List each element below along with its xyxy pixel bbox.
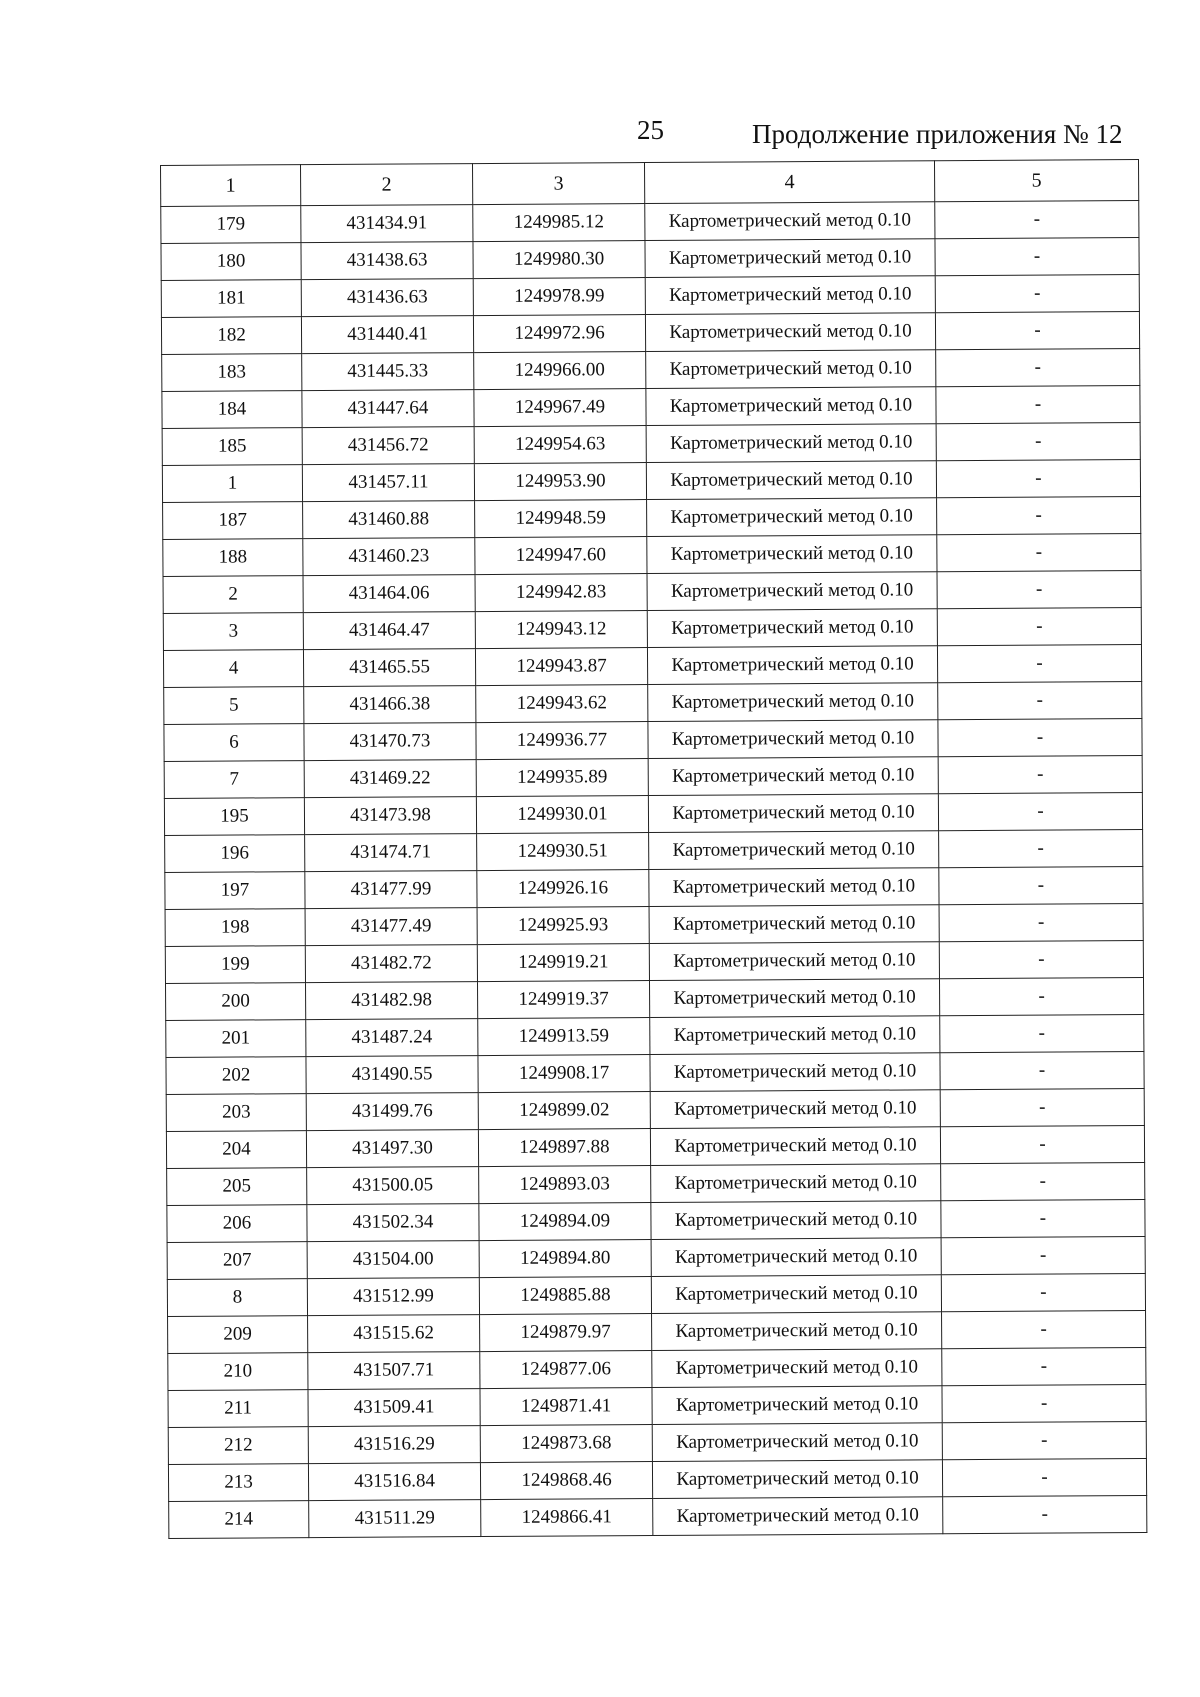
x-coordinate-cell: 431515.62 <box>308 1315 480 1353</box>
x-coordinate-cell: 431474.71 <box>305 834 477 872</box>
note-cell: - <box>939 830 1143 868</box>
y-coordinate-cell: 1249978.99 <box>473 278 645 316</box>
page-number: 25 <box>637 115 664 145</box>
method-cell: Картометрический метод 0.10 <box>647 572 937 611</box>
method-cell: Картометрический метод 0.10 <box>645 276 935 315</box>
y-coordinate-cell: 1249948.59 <box>475 500 647 538</box>
y-coordinate-cell: 1249925.93 <box>477 907 649 945</box>
method-cell: Картометрический метод 0.10 <box>651 1164 941 1203</box>
x-coordinate-cell: 431464.06 <box>303 575 475 613</box>
x-coordinate-cell: 431507.71 <box>308 1352 480 1390</box>
note-cell: - <box>939 978 1143 1016</box>
note-cell: - <box>942 1348 1146 1386</box>
y-coordinate-cell: 1249943.87 <box>475 648 647 686</box>
method-cell: Картометрический метод 0.10 <box>653 1497 943 1536</box>
point-number-cell: 188 <box>163 539 303 577</box>
point-number-cell: 207 <box>167 1242 307 1280</box>
point-number-cell: 201 <box>166 1020 306 1058</box>
y-coordinate-cell: 1249967.49 <box>474 389 646 427</box>
x-coordinate-cell: 431470.73 <box>304 723 476 761</box>
x-coordinate-cell: 431465.55 <box>303 649 475 687</box>
column-header: 1 <box>161 165 301 207</box>
method-cell: Картометрический метод 0.10 <box>645 202 935 241</box>
point-number-cell: 8 <box>167 1279 307 1317</box>
column-header: 2 <box>301 164 473 206</box>
y-coordinate-cell: 1249943.12 <box>475 611 647 649</box>
method-cell: Картометрический метод 0.10 <box>651 1201 941 1240</box>
y-coordinate-cell: 1249899.02 <box>478 1092 650 1130</box>
x-coordinate-cell: 431504.00 <box>307 1241 479 1279</box>
method-cell: Картометрический метод 0.10 <box>650 1053 940 1092</box>
table-row <box>166 1089 1144 1132</box>
x-coordinate-cell: 431509.41 <box>308 1389 480 1427</box>
method-cell: Картометрический метод 0.10 <box>652 1460 942 1499</box>
method-cell: Картометрический метод 0.10 <box>652 1423 942 1462</box>
x-coordinate-cell: 431512.99 <box>307 1278 479 1316</box>
y-coordinate-cell: 1249943.62 <box>476 685 648 723</box>
method-cell: Картометрический метод 0.10 <box>652 1312 942 1351</box>
point-number-cell: 187 <box>163 502 303 540</box>
point-number-cell: 211 <box>168 1390 308 1428</box>
method-cell: Картометрический метод 0.10 <box>649 831 939 870</box>
point-number-cell: 205 <box>167 1168 307 1206</box>
method-cell: Картометрический метод 0.10 <box>652 1386 942 1425</box>
x-coordinate-cell: 431497.30 <box>306 1130 478 1168</box>
x-coordinate-cell: 431440.41 <box>301 316 473 354</box>
method-cell: Картометрический метод 0.10 <box>645 313 935 352</box>
note-cell: - <box>937 571 1141 609</box>
method-cell: Картометрический метод 0.10 <box>647 646 937 685</box>
note-cell: - <box>941 1200 1145 1238</box>
method-cell: Картометрический метод 0.10 <box>648 683 938 722</box>
y-coordinate-cell: 1249980.30 <box>473 241 645 279</box>
note-cell: - <box>941 1274 1145 1312</box>
point-number-cell: 197 <box>165 872 305 910</box>
method-cell: Картометрический метод 0.10 <box>650 1016 940 1055</box>
method-cell: Картометрический метод 0.10 <box>647 535 937 574</box>
y-coordinate-cell: 1249908.17 <box>478 1055 650 1093</box>
y-coordinate-cell: 1249919.21 <box>477 944 649 982</box>
method-cell: Картометрический метод 0.10 <box>649 868 939 907</box>
y-coordinate-cell: 1249926.16 <box>477 870 649 908</box>
note-cell: - <box>939 867 1143 905</box>
x-coordinate-cell: 431460.88 <box>303 501 475 539</box>
point-number-cell: 206 <box>167 1205 307 1243</box>
y-coordinate-cell: 1249947.60 <box>475 537 647 575</box>
note-cell: - <box>936 386 1140 424</box>
note-cell: - <box>938 793 1142 831</box>
table-row <box>161 238 1139 281</box>
table-row <box>164 719 1142 762</box>
x-coordinate-cell: 431457.11 <box>302 464 474 502</box>
y-coordinate-cell: 1249885.88 <box>479 1277 651 1315</box>
x-coordinate-cell: 431434.91 <box>301 205 473 243</box>
method-cell: Картометрический метод 0.10 <box>646 387 936 426</box>
table-row <box>161 201 1139 244</box>
x-coordinate-cell: 431516.84 <box>308 1463 480 1501</box>
note-cell: - <box>938 719 1142 757</box>
point-number-cell: 209 <box>168 1316 308 1354</box>
table-row <box>161 275 1139 318</box>
note-cell: - <box>937 608 1141 646</box>
y-coordinate-cell: 1249879.97 <box>480 1314 652 1352</box>
note-cell: - <box>940 1126 1144 1164</box>
note-cell: - <box>943 1495 1147 1533</box>
y-coordinate-cell: 1249942.83 <box>475 574 647 612</box>
point-number-cell: 210 <box>168 1353 308 1391</box>
table-row <box>165 904 1143 947</box>
method-cell: Картометрический метод 0.10 <box>647 498 937 537</box>
y-coordinate-cell: 1249877.06 <box>480 1351 652 1389</box>
y-coordinate-cell: 1249919.37 <box>477 981 649 1019</box>
table-row <box>163 571 1141 614</box>
table-row <box>162 460 1140 503</box>
point-number-cell: 196 <box>165 835 305 873</box>
x-coordinate-cell: 431447.64 <box>302 390 474 428</box>
table-row <box>161 312 1139 355</box>
table-row <box>166 1052 1144 1095</box>
method-cell: Картометрический метод 0.10 <box>646 424 936 463</box>
point-number-cell: 200 <box>165 983 305 1021</box>
x-coordinate-cell: 431469.22 <box>304 760 476 798</box>
point-number-cell: 4 <box>163 650 303 688</box>
table-row <box>166 1126 1144 1169</box>
point-number-cell: 199 <box>165 946 305 984</box>
note-cell: - <box>940 1015 1144 1053</box>
table-row <box>167 1200 1145 1243</box>
method-cell: Картометрический метод 0.10 <box>647 609 937 648</box>
table-row <box>165 830 1143 873</box>
column-header: 5 <box>934 160 1138 202</box>
point-number-cell: 185 <box>162 428 302 466</box>
coordinates-table <box>160 159 1147 1539</box>
note-cell: - <box>938 756 1142 794</box>
point-number-cell: 2 <box>163 576 303 614</box>
point-number-cell: 3 <box>163 613 303 651</box>
table-row <box>167 1274 1145 1317</box>
note-cell: - <box>942 1384 1146 1422</box>
x-coordinate-cell: 431511.29 <box>309 1500 481 1538</box>
point-number-cell: 204 <box>166 1131 306 1169</box>
y-coordinate-cell: 1249871.41 <box>480 1388 652 1426</box>
y-coordinate-cell: 1249893.03 <box>479 1166 651 1204</box>
note-cell: - <box>938 682 1142 720</box>
x-coordinate-cell: 431464.47 <box>303 612 475 650</box>
x-coordinate-cell: 431460.23 <box>303 538 475 576</box>
x-coordinate-cell: 431477.99 <box>305 871 477 909</box>
point-number-cell: 179 <box>161 206 301 244</box>
note-cell: - <box>936 423 1140 461</box>
column-header: 4 <box>644 161 934 204</box>
note-cell: - <box>937 497 1141 535</box>
y-coordinate-cell: 1249936.77 <box>476 722 648 760</box>
table-row <box>168 1311 1146 1354</box>
column-header: 3 <box>472 163 644 205</box>
point-number-cell: 195 <box>164 798 304 836</box>
point-number-cell: 184 <box>162 391 302 429</box>
point-number-cell: 7 <box>164 761 304 799</box>
table-row <box>168 1348 1146 1391</box>
note-cell: - <box>936 349 1140 387</box>
table-row <box>168 1458 1146 1501</box>
point-number-cell: 212 <box>168 1427 308 1465</box>
x-coordinate-cell: 431487.24 <box>306 1019 478 1057</box>
point-number-cell: 214 <box>169 1501 309 1539</box>
table-row <box>163 497 1141 540</box>
y-coordinate-cell: 1249873.68 <box>480 1425 652 1463</box>
method-cell: Картометрический метод 0.10 <box>648 757 938 796</box>
point-number-cell: 202 <box>166 1057 306 1095</box>
x-coordinate-cell: 431500.05 <box>307 1167 479 1205</box>
page-heading: Продолжение приложения № 12 <box>752 119 1123 149</box>
note-cell: - <box>941 1163 1145 1201</box>
method-cell: Картометрический метод 0.10 <box>652 1349 942 1388</box>
method-cell: Картометрический метод 0.10 <box>646 350 936 389</box>
note-cell: - <box>942 1311 1146 1349</box>
note-cell: - <box>935 275 1139 313</box>
table-row <box>164 793 1142 836</box>
y-coordinate-cell: 1249953.90 <box>474 463 646 501</box>
method-cell: Картометрический метод 0.10 <box>649 979 939 1018</box>
method-cell: Картометрический метод 0.10 <box>648 720 938 759</box>
y-coordinate-cell: 1249868.46 <box>480 1462 652 1500</box>
point-number-cell: 183 <box>162 354 302 392</box>
point-number-cell: 180 <box>161 243 301 281</box>
point-number-cell: 6 <box>164 724 304 762</box>
table-row <box>166 1015 1144 1058</box>
table-header-row <box>161 160 1139 207</box>
table-row <box>168 1384 1146 1427</box>
table-row <box>165 941 1143 984</box>
x-coordinate-cell: 431438.63 <box>301 242 473 280</box>
point-number-cell: 5 <box>164 687 304 725</box>
x-coordinate-cell: 431473.98 <box>304 797 476 835</box>
note-cell: - <box>936 460 1140 498</box>
method-cell: Картометрический метод 0.10 <box>650 1127 940 1166</box>
point-number-cell: 182 <box>161 317 301 355</box>
point-number-cell: 1 <box>162 465 302 503</box>
y-coordinate-cell: 1249930.01 <box>476 796 648 834</box>
table-row <box>167 1237 1145 1280</box>
y-coordinate-cell: 1249985.12 <box>473 204 645 242</box>
x-coordinate-cell: 431482.98 <box>305 982 477 1020</box>
method-cell: Картометрический метод 0.10 <box>649 942 939 981</box>
x-coordinate-cell: 431477.49 <box>305 908 477 946</box>
table-row <box>169 1495 1147 1538</box>
point-number-cell: 198 <box>165 909 305 947</box>
note-cell: - <box>940 1052 1144 1090</box>
table-row <box>162 349 1140 392</box>
table-row <box>163 645 1141 688</box>
table-row <box>168 1421 1146 1464</box>
table-row <box>163 534 1141 577</box>
method-cell: Картометрический метод 0.10 <box>651 1275 941 1314</box>
table-row <box>164 756 1142 799</box>
table-row <box>167 1163 1145 1206</box>
note-cell: - <box>940 1089 1144 1127</box>
method-cell: Картометрический метод 0.10 <box>651 1238 941 1277</box>
method-cell: Картометрический метод 0.10 <box>646 461 936 500</box>
method-cell: Картометрический метод 0.10 <box>649 905 939 944</box>
note-cell: - <box>939 904 1143 942</box>
x-coordinate-cell: 431466.38 <box>304 686 476 724</box>
y-coordinate-cell: 1249930.51 <box>477 833 649 871</box>
note-cell: - <box>935 312 1139 350</box>
y-coordinate-cell: 1249954.63 <box>474 426 646 464</box>
note-cell: - <box>939 941 1143 979</box>
y-coordinate-cell: 1249913.59 <box>478 1018 650 1056</box>
table-row <box>163 608 1141 651</box>
table-body <box>161 201 1147 1539</box>
point-number-cell: 203 <box>166 1094 306 1132</box>
table-row <box>162 423 1140 466</box>
note-cell: - <box>941 1237 1145 1275</box>
x-coordinate-cell: 431445.33 <box>302 353 474 391</box>
x-coordinate-cell: 431482.72 <box>305 945 477 983</box>
point-number-cell: 181 <box>161 280 301 318</box>
table-row <box>162 386 1140 429</box>
x-coordinate-cell: 431516.29 <box>308 1426 480 1464</box>
x-coordinate-cell: 431490.55 <box>306 1056 478 1094</box>
x-coordinate-cell: 431502.34 <box>307 1204 479 1242</box>
table-row <box>165 978 1143 1021</box>
y-coordinate-cell: 1249894.09 <box>479 1203 651 1241</box>
table-row <box>165 867 1143 910</box>
y-coordinate-cell: 1249894.80 <box>479 1240 651 1278</box>
point-number-cell: 213 <box>168 1464 308 1502</box>
note-cell: - <box>942 1458 1146 1496</box>
note-cell: - <box>935 238 1139 276</box>
note-cell: - <box>942 1421 1146 1459</box>
method-cell: Картометрический метод 0.10 <box>650 1090 940 1129</box>
x-coordinate-cell: 431436.63 <box>301 279 473 317</box>
note-cell: - <box>937 645 1141 683</box>
y-coordinate-cell: 1249897.88 <box>478 1129 650 1167</box>
x-coordinate-cell: 431456.72 <box>302 427 474 465</box>
y-coordinate-cell: 1249972.96 <box>473 315 645 353</box>
x-coordinate-cell: 431499.76 <box>306 1093 478 1131</box>
y-coordinate-cell: 1249966.00 <box>474 352 646 390</box>
y-coordinate-cell: 1249935.89 <box>476 759 648 797</box>
y-coordinate-cell: 1249866.41 <box>481 1499 653 1537</box>
note-cell: - <box>937 534 1141 572</box>
table-row <box>164 682 1142 725</box>
method-cell: Картометрический метод 0.10 <box>648 794 938 833</box>
note-cell: - <box>935 201 1139 239</box>
method-cell: Картометрический метод 0.10 <box>645 239 935 278</box>
